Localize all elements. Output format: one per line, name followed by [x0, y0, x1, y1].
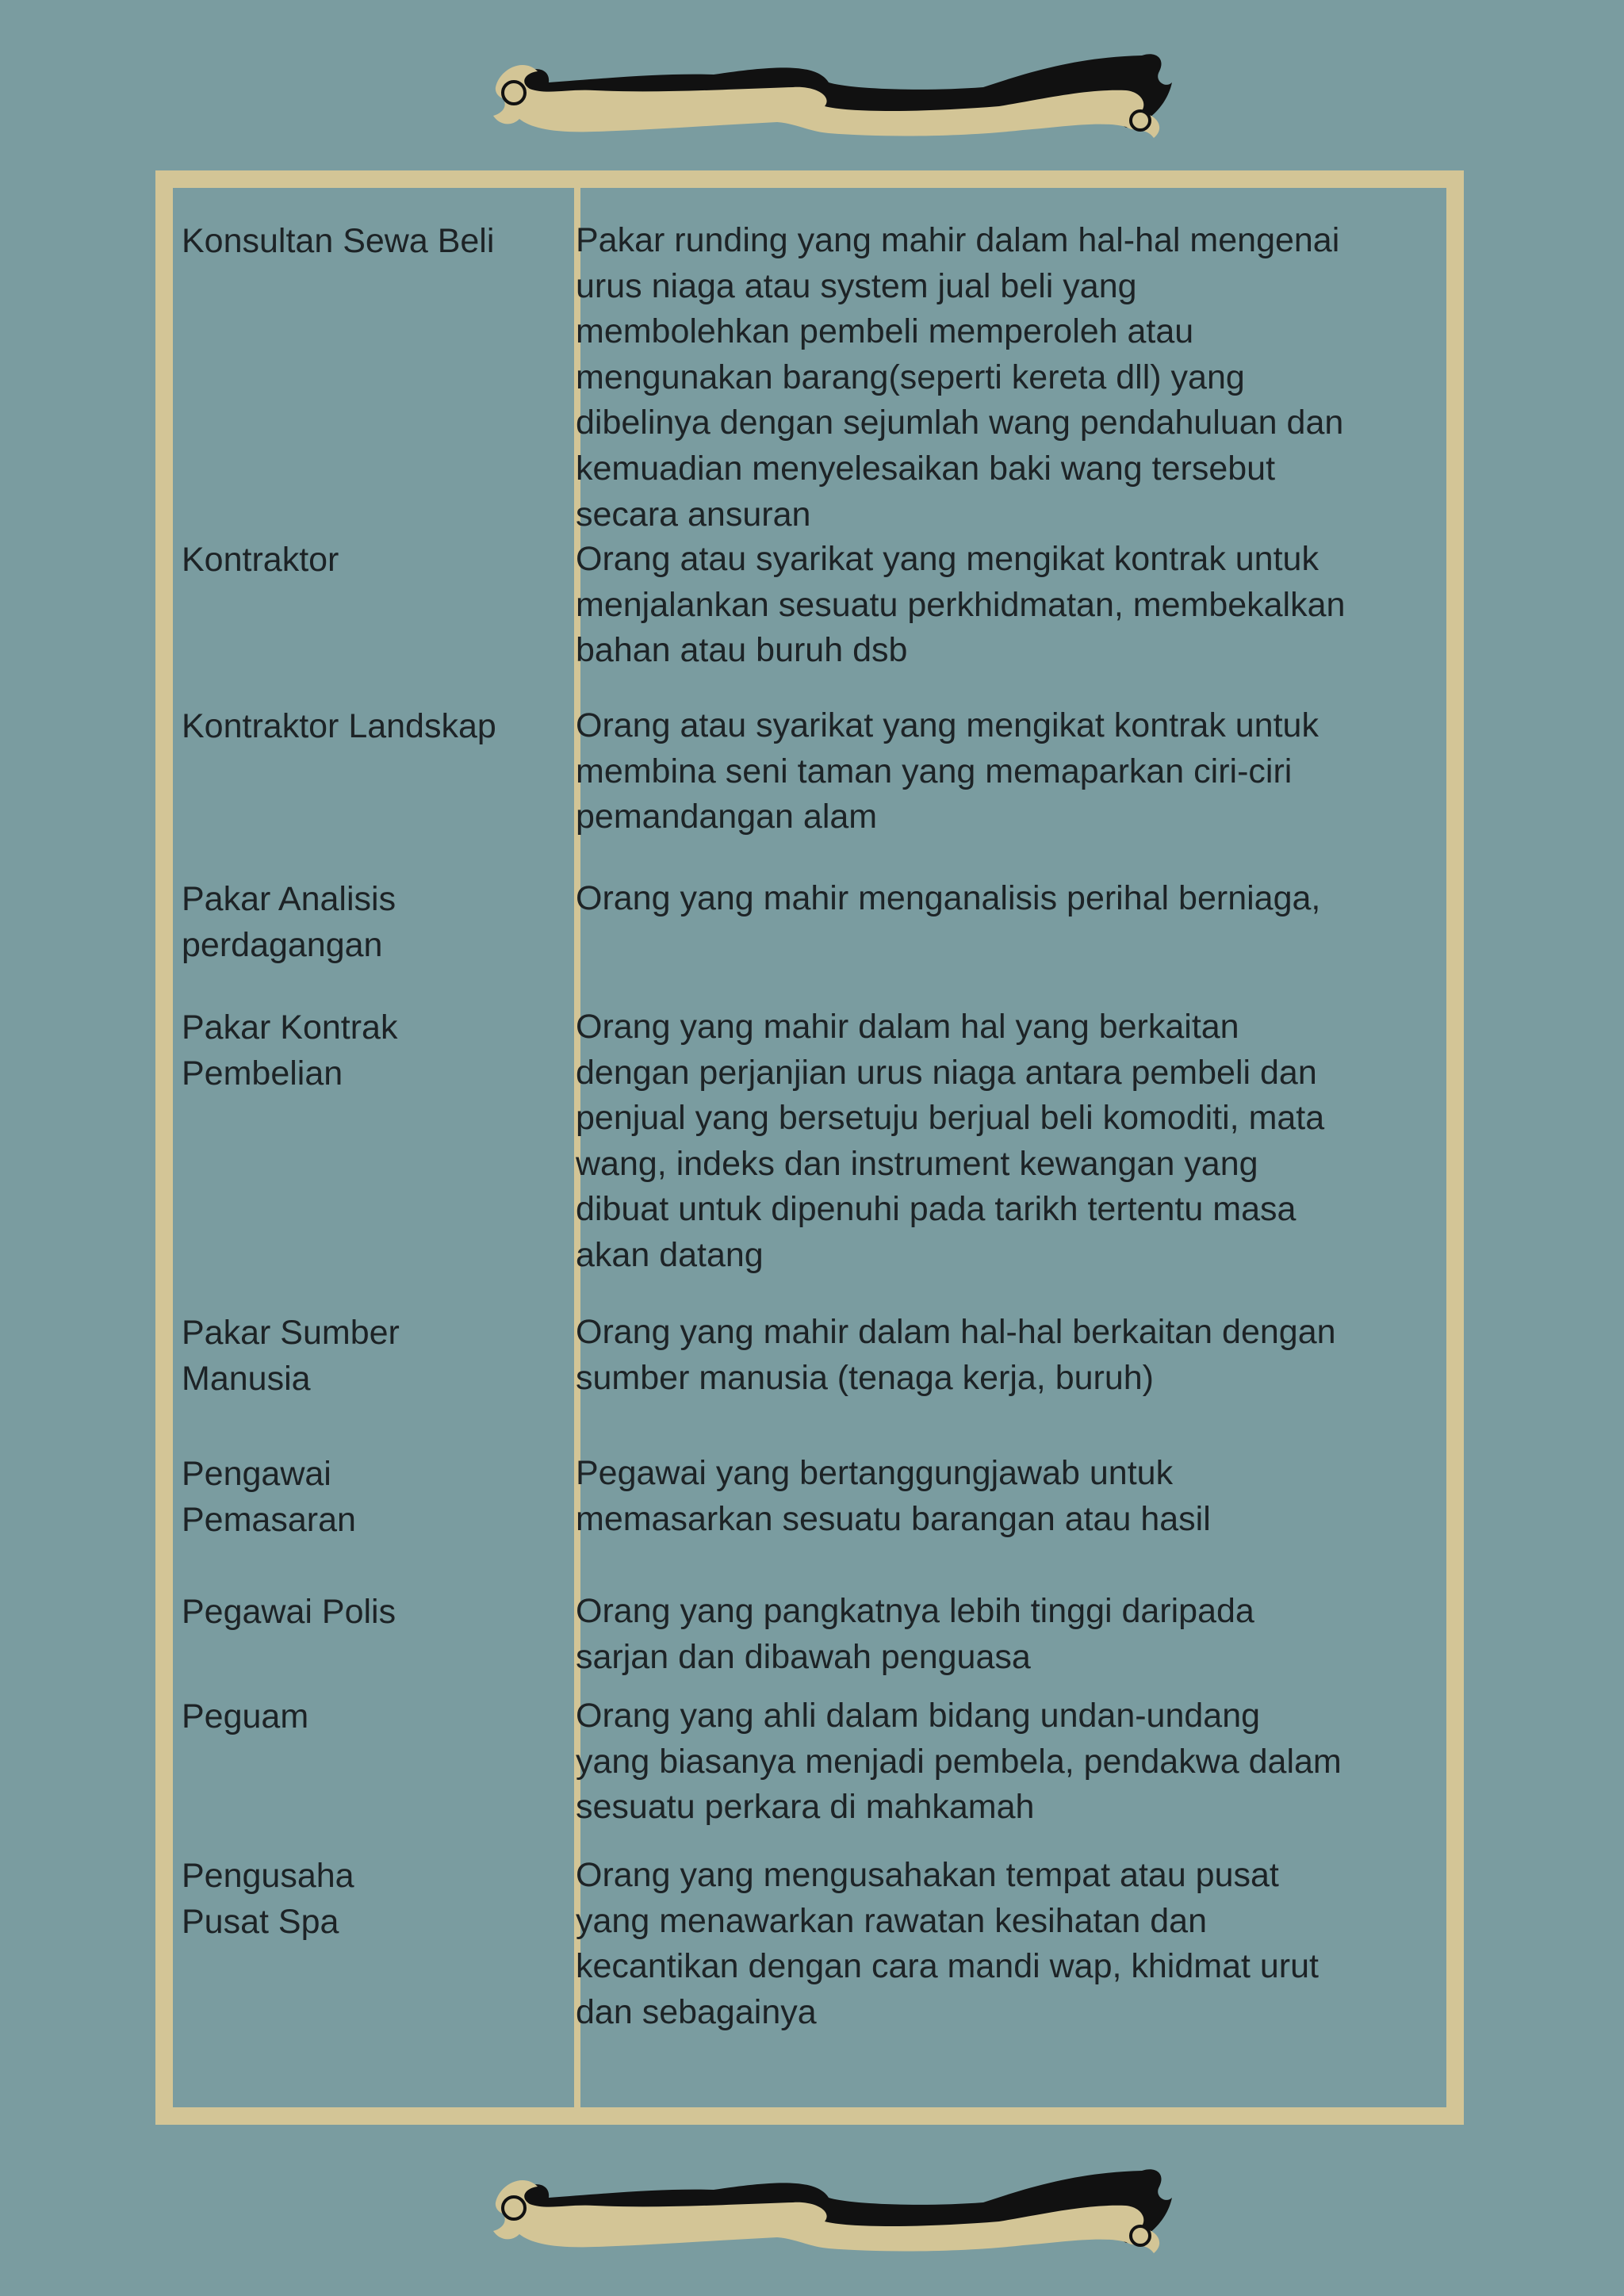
top-scroll-ornament-icon — [476, 33, 1182, 152]
glossary-definition: Orang yang mahir dalam hal-hal berkaitan dengan sumber manusia (tenaga kerja, buruh) — [576, 1313, 1336, 1397]
glossary-definition: Pakar runding yang mahir dalam hal-hal mengenai urus niaga atau system jual beli yang membolehkan pembeli memperoleh atau mengunakan barang(seperti kereta dll) yang dibelinya dengan sejumlah wang pendahuluan dan kemuadian menyelesaikan baki wang tersebut secara ansuran — [576, 221, 1344, 534]
glossary-definition: Pegawai yang bertanggungjawab untuk memasarkan sesuatu barangan atau hasil — [576, 1454, 1211, 1538]
glossary-term: Peguam — [182, 1697, 309, 1735]
bottom-scroll-ornament-icon — [476, 2149, 1182, 2267]
glossary-definition: Orang yang pangkatnya lebih tinggi daripada sarjan dan dibawah penguasa — [576, 1592, 1254, 1676]
glossary-definition: Orang atau syarikat yang mengikat kontrak untuk membina seni taman yang memaparkan ciri-ciri pemandangan alam — [576, 706, 1319, 836]
glossary-table-frame — [155, 170, 1464, 2125]
glossary-term: Pakar Kontrak Pembelian — [182, 1008, 398, 1093]
glossary-definition: Orang yang mengusahakan tempat atau pusat yang menawarkan rawatan kesihatan dan kecantikan dengan cara mandi wap, khidmat urut dan sebagainya — [576, 1856, 1319, 2031]
scroll-flourish-icon — [493, 54, 1172, 138]
glossary-term: Kontraktor Landskap — [182, 707, 496, 745]
glossary-term: Pegawai Polis — [182, 1593, 396, 1631]
glossary-term: Pakar Analisis perdagangan — [182, 880, 396, 964]
glossary-definition: Orang atau syarikat yang mengikat kontrak untuk menjalankan sesuatu perkhidmatan, membekalkan bahan atau buruh dsb — [576, 540, 1346, 670]
scroll-flourish-icon — [493, 2169, 1172, 2253]
glossary-term: Kontraktor — [182, 541, 339, 579]
glossary-definition: Orang yang mahir menganalisis perihal berniaga, — [576, 879, 1321, 917]
glossary-definition: Orang yang mahir dalam hal yang berkaitan dengan perjanjian urus niaga antara pembeli dan penjual yang bersetuju berjual beli komoditi, mata wang, indeks dan instrument kewangan yang dibuat untuk dipenuhi pada tarikh tertentu masa akan datang — [576, 1008, 1325, 1274]
glossary-definition: Orang yang ahli dalam bidang undan-undang yang biasanya menjadi pembela, pendakwa dalam sesuatu perkara di mahkamah — [576, 1697, 1342, 1827]
glossary-term: Pakar Sumber Manusia — [182, 1314, 400, 1398]
glossary-term: Pengusaha Pusat Spa — [182, 1857, 354, 1941]
glossary-term: Konsultan Sewa Beli — [182, 222, 495, 260]
glossary-term: Pengawai Pemasaran — [182, 1455, 356, 1539]
